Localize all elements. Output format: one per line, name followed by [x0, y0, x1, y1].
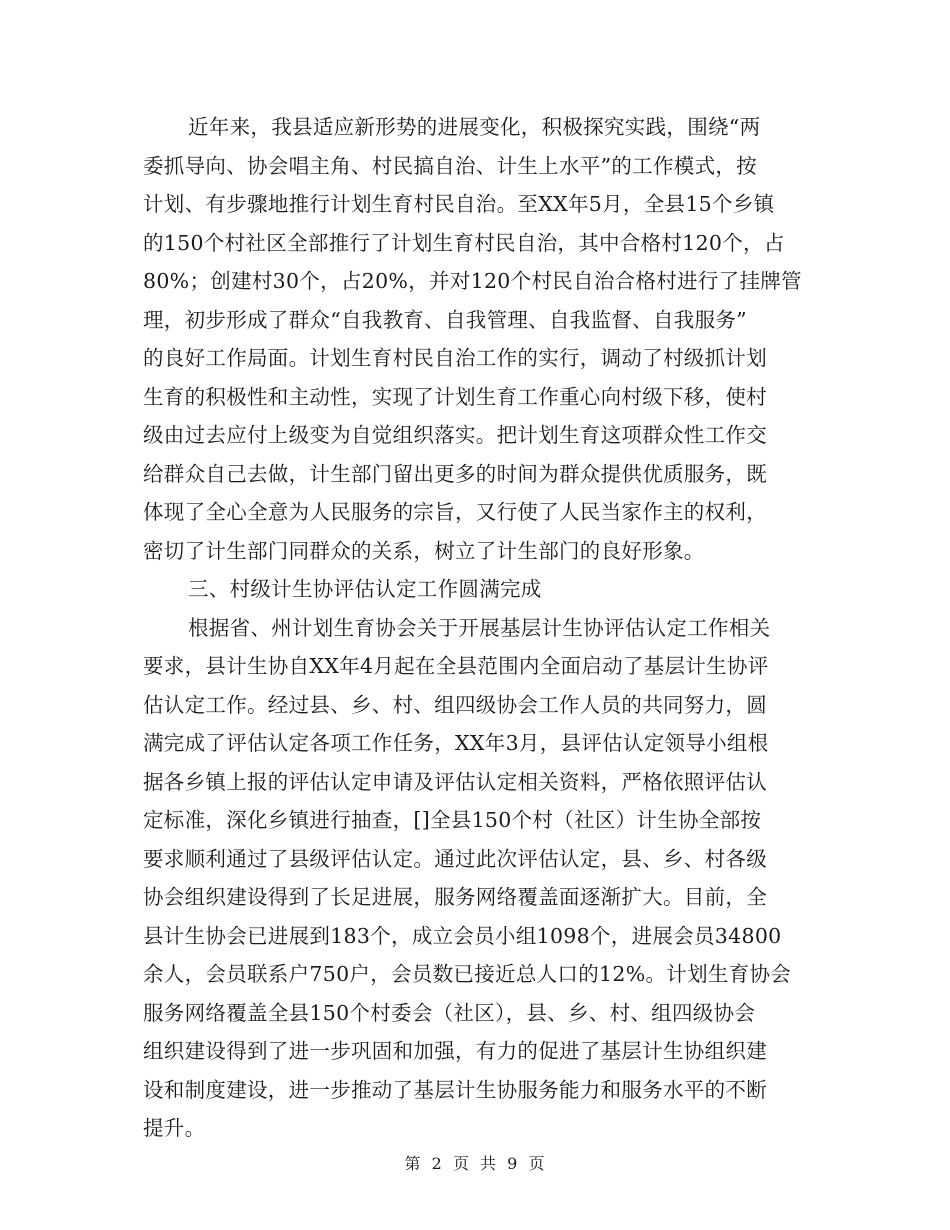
footer-current-page: 2: [431, 1154, 443, 1173]
section-heading: 三、村级计生协评估认定工作圆满完成: [188, 577, 542, 601]
text-line: 设和制度建设，进一步推动了基层计生协服务能力和服务水平的不断: [143, 1077, 767, 1102]
paragraph-1: [143, 108, 811, 570]
footer-total-word: 共: [480, 1154, 498, 1173]
text-line: 密切了计生部门同群众的关系，树立了计生部门的良好形象。: [143, 538, 705, 563]
text-line: 县计生协会已进展到183个，成立会员小组1098个，进展会员34800: [143, 923, 782, 948]
text-line: 根据省、州计划生育协会关于开展基层计生协评估认定工作相关: [188, 615, 771, 640]
document-body: [143, 108, 811, 1148]
text-line: 计划、有步骤地推行计划生育村民自治。至XX年5月，全县15个乡镇: [143, 192, 775, 216]
text-line: 要求顺利通过了县级评估认定。通过此次评估认定，县、乡、村各级: [143, 846, 767, 871]
text-line: 生育的积极性和主动性，实现了计划生育工作重心向村级下移，使村: [143, 384, 767, 409]
footer-suffix: 页: [528, 1154, 546, 1173]
text-line: 的150个村社区全部推行了计划生育村民自治，其中合格村120个，占: [143, 230, 785, 255]
text-line: 要求，县计生协自XX年4月起在全县范围内全面启动了基层计生协评: [143, 654, 769, 678]
text-line: 的良好工作局面。计划生育村民自治工作的实行，调动了村级抓计划: [143, 346, 767, 370]
text-line: 近年来，我县适应新形势的进展变化，积极探究实践，围绕“两: [188, 115, 761, 139]
text-line: 估认定工作。经过县、乡、村、组四级协会工作人员的共同努力，圆: [143, 692, 767, 717]
text-line: 提升。: [143, 1116, 206, 1140]
page-footer: [0, 1151, 950, 1174]
text-line: 满完成了评估认定各项工作任务，XX年3月，县评估认定领导小组根: [143, 731, 769, 755]
text-line: 给群众自己去做，计生部门留出更多的时间为群众提供优质服务，既: [143, 461, 767, 486]
paragraph-2: [143, 609, 811, 1148]
footer-total-pages: 9: [507, 1154, 519, 1173]
footer-prefix: 第: [404, 1154, 422, 1173]
text-line: 服务网络覆盖全县150个村委会（社区），县、乡、村、组四级协会: [143, 1000, 756, 1025]
text-line: 级由过去应付上级变为自觉组织落实。把计划生育这项群众性工作交: [143, 423, 767, 447]
text-line: 组织建设得到了进一步巩固和加强，有力的促进了基层计生协组织建: [143, 1039, 767, 1063]
text-line: 体现了全心全意为人民服务的宗旨，又行使了人民当家作主的权利，: [143, 500, 767, 524]
text-line: 余人，会员联系户750户，会员数已接近总人口的12%。计划生育协会: [143, 962, 792, 986]
footer-page-word: 页: [452, 1154, 470, 1173]
text-line: 定标准，深化乡镇进行抽查，[]全县150个村（社区）计生协全部按: [143, 808, 762, 832]
text-line: 委抓导向、协会唱主角、村民搞自治、计生上水平”的工作模式，按: [143, 153, 757, 178]
text-line: 理，初步形成了群众“自我教育、自我管理、自我监督、自我服务”: [143, 307, 747, 332]
text-line: 协会组织建设得到了长足进展，服务网络覆盖面逐渐扩大。目前，全: [143, 885, 767, 909]
text-line: 据各乡镇上报的评估认定申请及评估认定相关资料，严格依照评估认: [143, 769, 767, 794]
text-line: 80%；创建村30个，占20%，并对120个村民自治合格村进行了挂牌管: [143, 269, 802, 293]
